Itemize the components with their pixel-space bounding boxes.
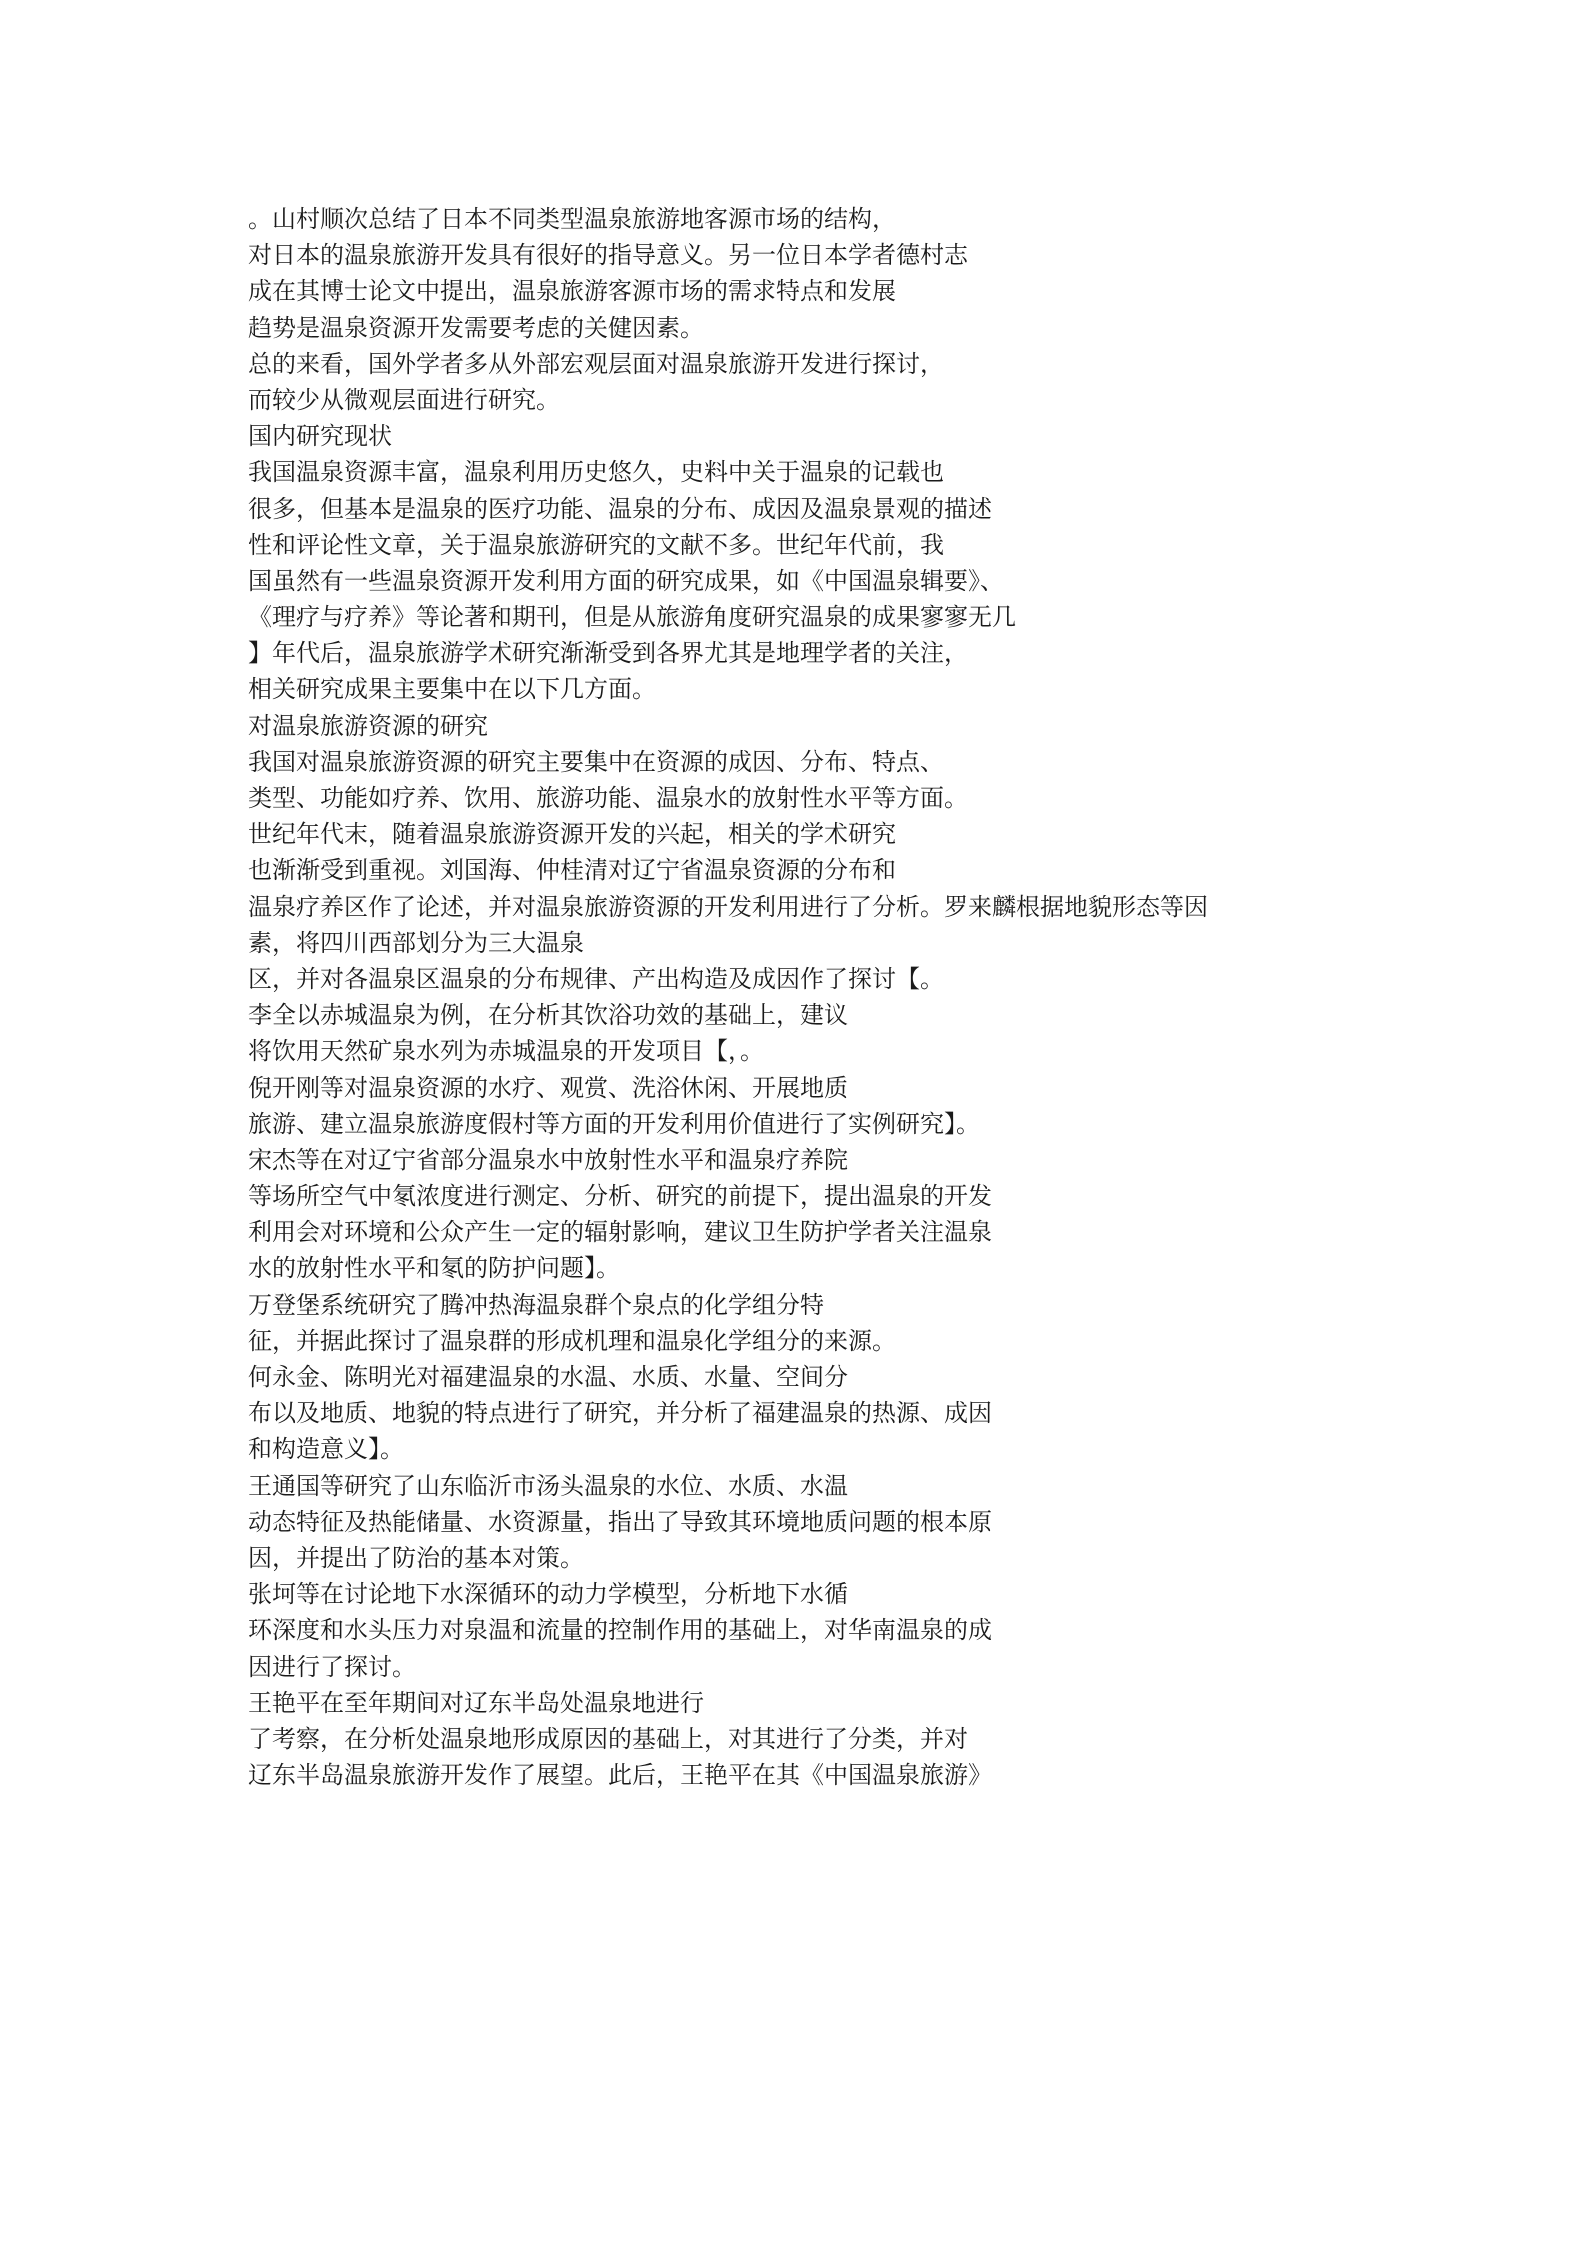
text-line: 利用会对环境和公众产生一定的辐射影响，建议卫生防护学者关注温泉 (248, 1218, 992, 1247)
text-line: 】年代后，温泉旅游学术研究渐渐受到各界尤其是地理学者的关注， (248, 639, 968, 668)
text-line: 性和评论性文章，关于温泉旅游研究的文献不多。世纪年代前，我 (248, 530, 944, 559)
text-line: 张坷等在讨论地下水深循环的动力学模型，分析地下水循 (248, 1580, 848, 1609)
text-line: 世纪年代末，随着温泉旅游资源开发的兴起，相关的学术研究 (248, 820, 896, 849)
text-line: 素，将四川西部划分为三大温泉 (248, 928, 584, 957)
text-line: 国虽然有一些温泉资源开发利用方面的研究成果，如《中国温泉辑要》、 (248, 566, 1004, 595)
text-line: 相关研究成果主要集中在以下几方面。 (248, 675, 656, 704)
text-line: 辽东半岛温泉旅游开发作了展望。此后，王艳平在其《中国温泉旅游》 (248, 1761, 992, 1790)
text-line: 我国对温泉旅游资源的研究主要集中在资源的成因、分布、特点、 (248, 747, 944, 776)
text-line: 。山村顺次总结了日本不同类型温泉旅游地客源市场的结构， (248, 205, 896, 233)
text-line: 因进行了探讨。 (248, 1652, 416, 1681)
text-line: 温泉疗养区作了论述，并对温泉旅游资源的开发利用进行了分析。罗来麟根据地貌形态等因 (248, 892, 1208, 921)
text-line: 了考察，在分析处温泉地形成原因的基础上，对其进行了分类，并对 (248, 1724, 968, 1753)
text-line: 总的来看，国外学者多从外部宏观层面对温泉旅游开发进行探讨， (248, 349, 944, 378)
text-line: 王艳平在至年期间对辽东半岛处温泉地进行 (248, 1688, 704, 1717)
text-line: 等场所空气中氡浓度进行测定、分析、研究的前提下，提出温泉的开发 (248, 1182, 992, 1211)
text-line: 动态特征及热能储量、水资源量，指出了导致其环境地质问题的根本原 (248, 1507, 992, 1536)
text-line: 趋势是温泉资源开发需要考虑的关健因素。 (248, 313, 704, 342)
text-line: 倪开刚等对温泉资源的水疗、观赏、洗浴休闲、开展地质 (248, 1073, 848, 1102)
text-line: 和构造意义】。 (248, 1435, 404, 1464)
text-line: 宋杰等在对辽宁省部分温泉水中放射性水平和温泉疗养院 (248, 1145, 848, 1174)
text-line: 李全以赤城温泉为例，在分析其饮浴功效的基础上，建议 (248, 1001, 848, 1030)
text-line: 对温泉旅游资源的研究 (248, 711, 488, 740)
text-line: 布以及地质、地貌的特点进行了研究，并分析了福建温泉的热源、成因 (248, 1399, 992, 1428)
text-line: 很多，但基本是温泉的医疗功能、温泉的分布、成因及温泉景观的描述 (248, 494, 992, 523)
text-line: 成在其博士论文中提出，温泉旅游客源市场的需求特点和发展 (248, 277, 896, 306)
text-line: 因，并提出了防治的基本对策。 (248, 1543, 584, 1572)
text-line: 也渐渐受到重视。刘国海、仲桂清对辽宁省温泉资源的分布和 (248, 856, 896, 885)
text-line: 王通国等研究了山东临沂市汤头温泉的水位、水质、水温 (248, 1471, 848, 1500)
text-line: 水的放射性水平和氡的防护问题】。 (248, 1254, 620, 1283)
text-line: 国内研究现状 (248, 422, 392, 451)
text-line: 我国温泉资源丰富，温泉利用历史悠久，史料中关于温泉的记载也 (248, 458, 944, 487)
body-text (248, 201, 1548, 1793)
text-line: 万登堡系统研究了腾冲热海温泉群个泉点的化学组分特 (248, 1290, 824, 1319)
text-line: 《理疗与疗养》等论著和期刊，但是从旅游角度研究温泉的成果寥寥无几 (248, 603, 1016, 632)
text-line: 对日本的温泉旅游开发具有很好的指导意义。另一位日本学者德村志 (248, 241, 968, 270)
text-line: 何永金、陈明光对福建温泉的水温、水质、水量、空间分 (248, 1363, 848, 1391)
text-line: 环深度和水头压力对泉温和流量的控制作用的基础上，对华南温泉的成 (248, 1616, 992, 1645)
text-line: 旅游、建立温泉旅游度假村等方面的开发利用价值进行了实例研究】。 (248, 1109, 980, 1138)
text-line: 征，并据此探讨了温泉群的形成机理和温泉化学组分的来源。 (248, 1326, 896, 1355)
text-line: 而较少从微观层面进行研究。 (248, 385, 560, 414)
text-line: 将饮用天然矿泉水列为赤城温泉的开发项目【，。 (248, 1037, 764, 1066)
text-line: 区，并对各温泉区温泉的分布规律、产出构造及成因作了探讨【。 (248, 964, 944, 993)
text-line: 类型、功能如疗养、饮用、旅游功能、温泉水的放射性水平等方面。 (248, 784, 968, 812)
